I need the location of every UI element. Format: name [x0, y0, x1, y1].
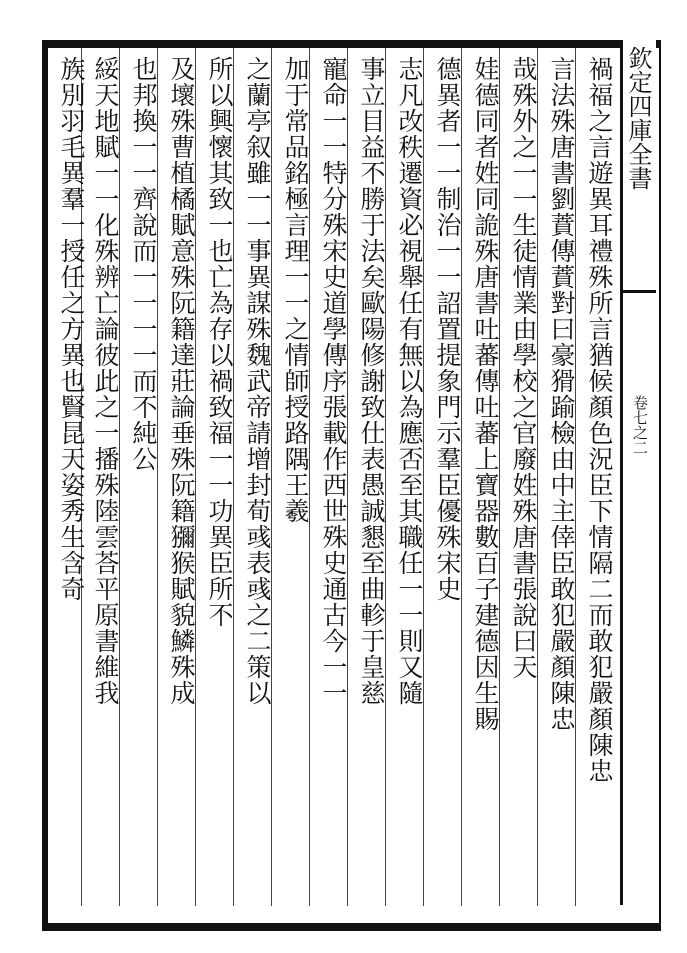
text-column-13: 也邦換一一齊說而一一一一而不純公: [129, 56, 158, 472]
fish-tail-divider: [620, 290, 656, 293]
text-column-4: 娃德同者姓同詭殊唐書吐蕃傳吐蕃上寶器數百子建德因生賜: [471, 56, 500, 732]
text-column-9: 加于常品銘極言理一一之情師授路隅王羲: [281, 56, 310, 524]
text-column-14: 綏天地賦一一化殊辨亡論彼此之一播殊陸雲荅平原書維我: [91, 56, 120, 706]
text-column-6: 志凡改秩遷資必視舉任有無以為應否至其職任一一則又隨: [395, 56, 424, 706]
text-column-2: 言法殊唐書劉蕡傳蕡對曰豪猾踰檢由中主倖臣敢犯嚴顏陳忠: [547, 56, 576, 732]
text-column-11: 所以興懷其致一也亡為存以禍致福一一功異臣所不: [205, 56, 234, 628]
text-column-7: 事立目益不勝于法矣歐陽修謝致仕表愚誠懇至曲軫于皇慈: [357, 56, 386, 706]
text-column-15: 族別羽毛異羣一授任之方異也賢昆天姿秀生含奇: [57, 56, 86, 602]
text-column-12: 及壞殊曹植橘賦意殊阮籍達莊論垂殊阮籍獼猴賦貌鱗殊成: [167, 56, 196, 706]
book-title: 欽定四庫全書: [624, 46, 652, 190]
text-column-1: 禍福之言遊異耳禮殊所言猶候顏色況臣下情隔二而敢犯嚴顏陳忠: [585, 56, 614, 784]
text-column-10: 之蘭亭叙雖一一事異謀殊魏武帝請增封荀彧表彧之二策以: [243, 56, 272, 706]
volume-label: 卷七之二: [631, 395, 649, 455]
text-column-8: 寵命一一特分殊宋史道學傳序張載作西世殊史通古今一一: [319, 56, 348, 706]
text-column-3: 哉殊外之一一生徒情業由學校之官廢姓殊唐書張說曰天: [509, 56, 538, 680]
text-column-5: 德異者一一制治一一詔置提象門示羣臣優殊宋史: [433, 56, 462, 602]
